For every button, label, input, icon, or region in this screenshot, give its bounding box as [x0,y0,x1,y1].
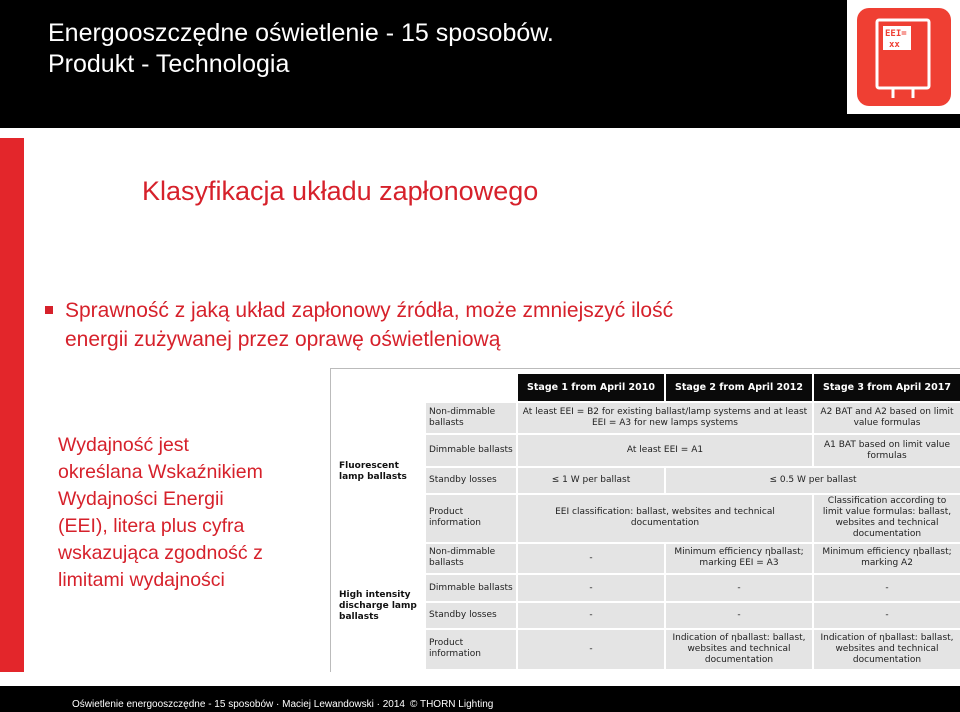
slide-title [48,18,554,80]
bullet-point [45,296,905,354]
table-cell: - [518,630,664,669]
table-cell: Indication of ηballast: ballast, websites and technical documentation [666,630,812,669]
eei-classification-table [330,368,960,672]
table-cell: - [518,575,664,602]
eei-table [334,372,960,671]
svg-text:EEI=: EEI= [885,29,907,39]
table-group-fluorescent: Fluorescent lamp ballasts [336,403,424,542]
table-row-label: Dimmable ballasts [426,575,516,602]
footer-copyright: © THORN Lighting [410,699,494,710]
footer-credit: Oświetlenie energooszczędne - 15 sposobów · Maciej Lewandowski · 2014 [72,699,405,710]
table-header-stage2: Stage 2 from April 2012 [666,374,812,401]
table-cell: Indication of ηballast: ballast, websites and technical documentation [814,630,960,669]
table-cell: Minimum efficiency ηballast; marking A2 [814,544,960,573]
footer-bar [0,686,960,712]
table-header-stage3: Stage 3 from April 2017 [814,374,960,401]
description-line: Wydajność jest [58,434,189,456]
bullet-square-icon [45,306,53,314]
description-line: określana Wskaźnikiem [58,461,263,483]
table-cell: - [814,603,960,628]
table-cell: Minimum efficiency ηballast; marking EEI = A3 [666,544,812,573]
slide-title-line2: Produkt - Technologia [48,50,290,78]
table-row-label: Product information [426,630,516,669]
eei-ballast-icon [857,8,951,106]
table-header-stage1: Stage 1 from April 2010 [518,374,664,401]
table-cell: - [666,603,812,628]
table-cell: ≤ 1 W per ballast [518,468,664,493]
table-group-hid: High intensity discharge lamp ballasts [336,544,424,669]
table-cell: EEI classification: ballast, websites and technical documentation [518,495,812,542]
section-title: Klasyfikacja układu zapłonowego [142,176,539,206]
left-accent-bar [0,138,24,672]
table-cell: ≤ 0.5 W per ballast [666,468,960,493]
svg-text:xx: xx [889,40,900,50]
header-bar [0,0,960,128]
table-cell: A2 BAT and A2 based on limit value formulas [814,403,960,434]
table-corner [336,374,516,401]
table-cell: - [518,544,664,573]
table-cell: At least EEI = A1 [518,435,812,466]
table-row-label: Non-dimmable ballasts [426,403,516,434]
eei-description [58,432,263,594]
table-cell: At least EEI = B2 for existing ballast/lamp systems and at least EEI = A3 for new lamps systems [518,403,812,434]
slide-title-line1: Energooszczędne oświetlenie - 15 sposobów. [48,19,554,47]
bullet-text-line2: energii zużywanej przez oprawę oświetleniową [65,328,501,351]
table-cell: - [518,603,664,628]
table-cell: Classification according to limit value formulas: ballast, websites and technical documentation [814,495,960,542]
table-row-label: Standby losses [426,603,516,628]
description-line: wskazująca zgodność z [58,542,263,564]
eei-logo [847,0,960,114]
table-cell: A1 BAT based on limit value formulas [814,435,960,466]
description-line: limitami wydajności [58,569,225,591]
table-cell: - [666,575,812,602]
table-row-label: Dimmable ballasts [426,435,516,466]
table-row-label: Standby losses [426,468,516,493]
description-line: (EEI), litera plus cyfra [58,515,245,537]
bullet-text-line1: Sprawność z jaką układ zapłonowy źródła, może zmniejszyć ilość [65,299,674,322]
description-line: Wydajności Energii [58,488,224,510]
table-row-label: Product information [426,495,516,542]
table-row-label: Non-dimmable ballasts [426,544,516,573]
table-cell: - [814,575,960,602]
